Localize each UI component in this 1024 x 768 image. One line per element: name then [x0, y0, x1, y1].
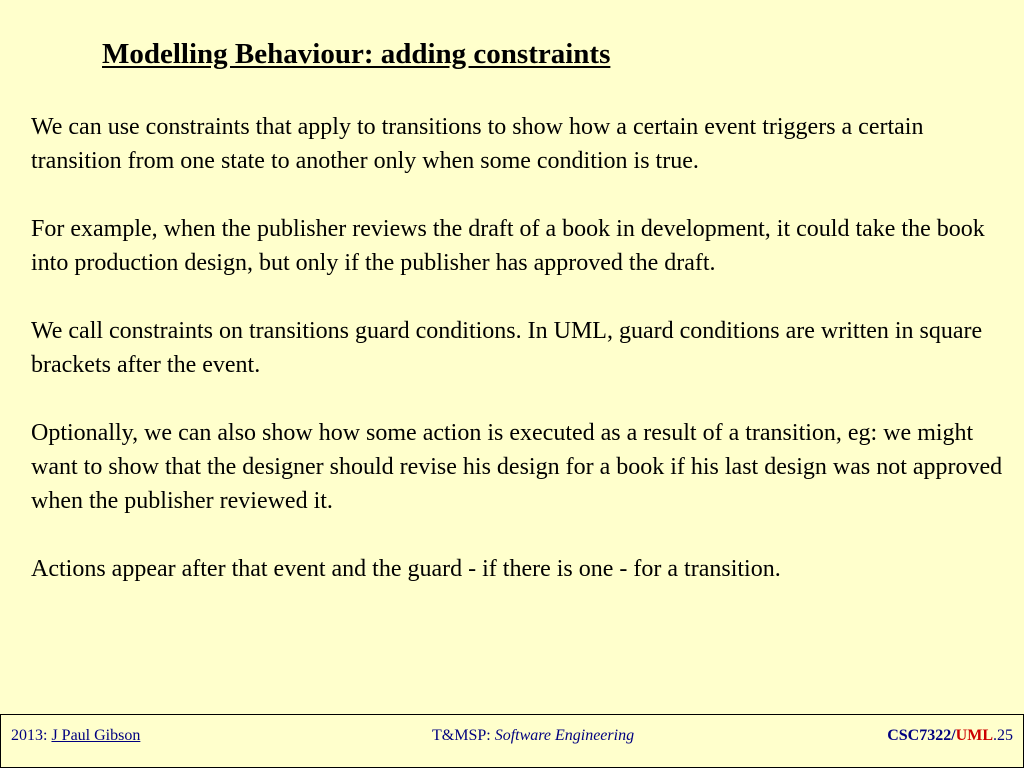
footer-org: T&MSP:: [432, 727, 495, 744]
slide-body: [31, 110, 1006, 620]
slide-footer: [0, 714, 1024, 768]
author-link[interactable]: J Paul Gibson: [51, 727, 141, 744]
paragraph-actions-optional: Optionally, we can also show how some action is executed as a result of a transition, eg: we might want to show that the designer should revise his design for a book if his last design was not approved when the publisher reviewed it.: [31, 420, 1003, 514]
footer-credit: [11, 727, 140, 745]
footer-course-title: Software Engineering: [494, 727, 635, 744]
footer-module: UML: [955, 727, 993, 744]
paragraph-publisher-example: For example, when the publisher reviews the draft of a book in development, it could take the book into production design, but only if the publisher has approved the draft.: [31, 216, 985, 276]
footer-page-number: .25: [993, 727, 1013, 744]
footer-course: [432, 727, 634, 745]
paragraph-guard-conditions: We call constraints on transitions guard conditions. In UML, guard conditions are written in square brackets after the event.: [31, 318, 983, 378]
footer-page-id: [887, 727, 1013, 745]
footer-course-code: CSC7322/: [887, 727, 956, 744]
footer-year: 2013:: [11, 727, 52, 744]
slide-title: Modelling Behaviour: adding constraints: [102, 38, 611, 70]
paragraph-actions-placement: Actions appear after that event and the guard - if there is one - for a transition.: [31, 556, 781, 582]
paragraph-constraints-intro: We can use constraints that apply to transitions to show how a certain event triggers a certain transition from one state to another only when some condition is true.: [31, 114, 924, 174]
